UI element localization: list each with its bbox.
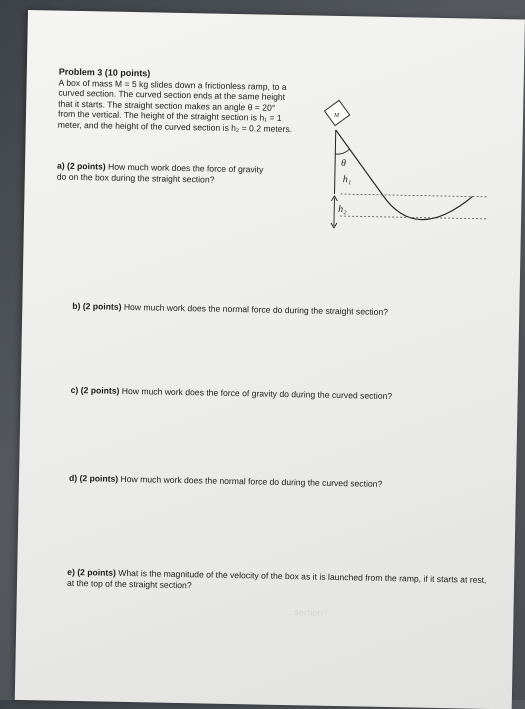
question-a xyxy=(57,161,267,186)
angle-label: θ xyxy=(341,158,347,170)
question-b-text: How much work does the normal force do during the straight section? xyxy=(123,301,389,317)
h2-label: h₂ xyxy=(338,203,347,216)
bleed-through-text: ...section? xyxy=(286,607,328,618)
ramp-diagram xyxy=(296,93,499,237)
question-a-text: How much work does the force of gravity do on the box during the straight section? xyxy=(56,161,264,185)
question-e xyxy=(67,567,487,596)
question-c-text: How much work does the force of gravity do during the curved section? xyxy=(121,385,393,402)
question-e-text: What is the magnitude of the velocity of the box as it is launched from the ramp, if it starts at rest, at the top of the straight section? xyxy=(66,567,487,590)
question-b xyxy=(72,301,492,320)
question-c-label: c) (2 points) xyxy=(70,384,120,396)
launch-height-line xyxy=(341,194,487,197)
question-c xyxy=(71,385,491,404)
h2-arrow xyxy=(334,198,335,226)
box-label: M xyxy=(333,112,340,119)
problem-intro xyxy=(58,67,294,135)
worksheet-page xyxy=(15,10,525,709)
question-d xyxy=(69,473,489,492)
question-a-label: a) (2 points) xyxy=(56,160,106,172)
vertical-reference-line xyxy=(335,130,336,194)
angle-arc xyxy=(335,149,349,154)
question-d-label: d) (2 points) xyxy=(68,472,119,484)
h1-label: h₁ xyxy=(342,174,352,186)
question-b-label: b) (2 points) xyxy=(72,300,122,312)
problem-statement: A box of mass M = 5 kg slides down a frictionless ramp, to a curved section. The curved section ends at the same height that it starts. The straight section makes an angle θ = 20° from the vertical. The height of the straight section is h₁ = 1 meter, and the height of the curved section is h₂ = 0.2 meters. xyxy=(57,77,293,135)
question-d-text: How much work does the normal force do during the curved section? xyxy=(120,473,383,489)
problem-title: Problem 3 (10 points) xyxy=(58,66,151,79)
curved-ramp xyxy=(382,195,472,221)
question-e-label: e) (2 points) xyxy=(67,566,117,578)
